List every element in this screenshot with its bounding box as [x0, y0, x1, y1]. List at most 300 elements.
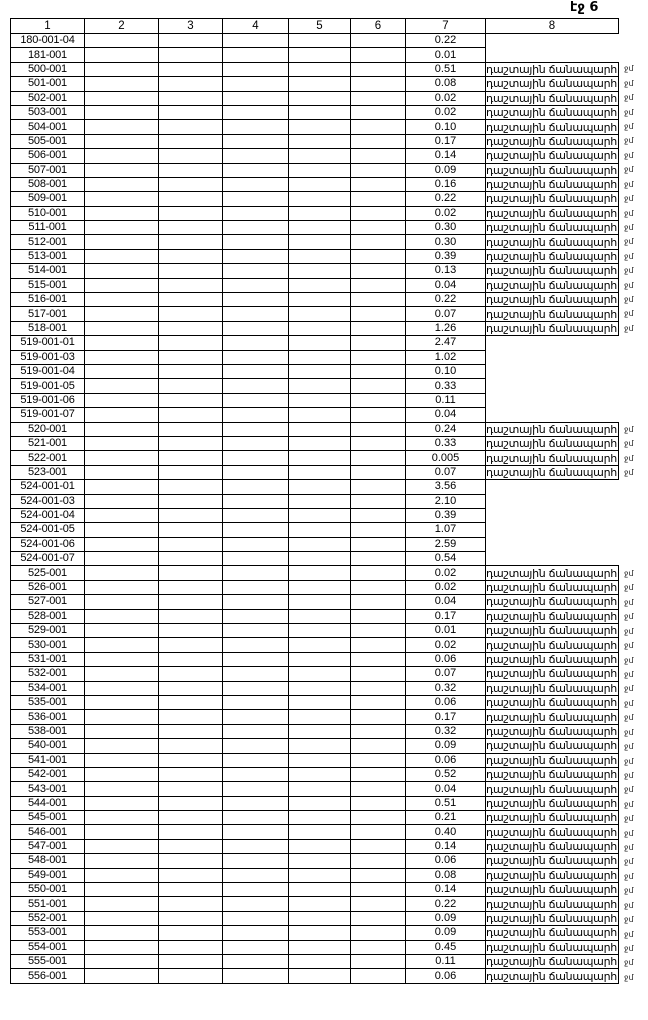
land-type-cell: դաշտային ճանապարհ	[486, 437, 617, 451]
empty-cell	[159, 638, 223, 652]
empty-cell	[289, 177, 351, 191]
parcel-code-cell: 552-001	[11, 911, 85, 925]
area-value-cell: 0.07	[406, 667, 486, 681]
area-value-cell: 2.10	[406, 494, 486, 508]
empty-cell	[351, 494, 406, 508]
area-value-cell: 0.06	[406, 695, 486, 709]
table-row	[11, 753, 619, 767]
margin-mark: ջմ	[624, 843, 634, 853]
margin-mark: ջմ	[624, 669, 634, 679]
empty-cell	[223, 436, 289, 450]
empty-cell	[351, 120, 406, 134]
empty-cell	[351, 62, 406, 76]
land-type-cell: դաշտային ճանապարհ	[486, 264, 617, 278]
parcel-code-cell: 523-001	[11, 465, 85, 479]
area-value-cell: 0.02	[406, 105, 486, 119]
empty-cell	[85, 451, 159, 465]
table-row	[11, 278, 619, 292]
empty-cell	[289, 350, 351, 364]
empty-cell	[85, 537, 159, 551]
empty-cell	[351, 293, 406, 307]
land-type-cell: դաշտային ճանապարհ	[486, 782, 617, 796]
land-type-cell: դաշտային ճանապարհ	[486, 724, 617, 738]
empty-cell	[223, 839, 289, 853]
empty-cell	[351, 897, 406, 911]
empty-cell	[85, 739, 159, 753]
empty-cell	[159, 681, 223, 695]
margin-mark: ջմ	[624, 107, 634, 117]
land-type-cell: դաշտային ճանապարհ	[486, 652, 617, 666]
margin-mark: ջմ	[624, 958, 634, 968]
empty-cell	[85, 854, 159, 868]
table-row	[11, 91, 619, 105]
table-row	[11, 235, 619, 249]
margin-mark: ջմ	[624, 280, 634, 290]
table-row	[11, 192, 619, 206]
table-row	[11, 336, 619, 350]
empty-cell	[223, 609, 289, 623]
land-type-cell: դաշտային ճանապարհ	[486, 163, 617, 177]
table-row	[11, 839, 619, 853]
table-row	[11, 681, 619, 695]
empty-cell	[289, 609, 351, 623]
land-type-cell	[486, 34, 619, 48]
empty-cell	[85, 336, 159, 350]
empty-cell	[223, 883, 289, 897]
empty-cell	[159, 868, 223, 882]
table-row	[11, 508, 619, 522]
area-value-cell: 0.16	[406, 177, 486, 191]
table-row	[11, 34, 619, 48]
empty-cell	[159, 264, 223, 278]
empty-cell	[289, 955, 351, 969]
empty-cell	[289, 695, 351, 709]
empty-cell	[159, 811, 223, 825]
empty-cell	[85, 62, 159, 76]
empty-cell	[223, 523, 289, 537]
empty-cell	[351, 523, 406, 537]
empty-cell	[159, 408, 223, 422]
margin-mark: ջմ	[624, 900, 634, 910]
empty-cell	[289, 940, 351, 954]
empty-cell	[85, 897, 159, 911]
empty-cell	[223, 508, 289, 522]
empty-cell	[159, 724, 223, 738]
table-row	[11, 552, 619, 566]
margin-mark: ջմ	[624, 698, 634, 708]
empty-cell	[85, 120, 159, 134]
parcel-code-cell: 512-001	[11, 235, 85, 249]
margin-mark: ջմ	[624, 453, 634, 463]
empty-cell	[223, 408, 289, 422]
land-type-cell: դաշտային ճանապարհ	[486, 221, 617, 235]
area-value-cell: 2.47	[406, 336, 486, 350]
area-value-cell: 0.14	[406, 839, 486, 853]
table-row	[11, 940, 619, 954]
parcel-code-cell: 524-001-04	[11, 508, 85, 522]
empty-cell	[223, 422, 289, 436]
column-number-header-row	[11, 19, 619, 34]
land-type-cell: դաշտային ճանապարհ	[486, 739, 617, 753]
area-value-cell: 0.17	[406, 710, 486, 724]
empty-cell	[159, 523, 223, 537]
empty-cell	[351, 379, 406, 393]
empty-cell	[351, 48, 406, 62]
empty-cell	[351, 782, 406, 796]
empty-cell	[223, 825, 289, 839]
empty-cell	[223, 307, 289, 321]
empty-cell	[289, 782, 351, 796]
parcel-code-cell: 555-001	[11, 955, 85, 969]
table-row	[11, 436, 619, 450]
parcel-code-cell: 528-001	[11, 609, 85, 623]
table-row	[11, 120, 619, 134]
empty-cell	[159, 293, 223, 307]
empty-cell	[289, 508, 351, 522]
area-value-cell: 0.02	[406, 206, 486, 220]
land-type-cell: դաշտային ճանապարհ	[486, 192, 617, 206]
empty-cell	[85, 767, 159, 781]
parcel-code-cell: 509-001	[11, 192, 85, 206]
empty-cell	[351, 753, 406, 767]
empty-cell	[159, 48, 223, 62]
empty-cell	[85, 177, 159, 191]
empty-cell	[159, 825, 223, 839]
parcel-code-cell: 516-001	[11, 293, 85, 307]
empty-cell	[85, 235, 159, 249]
area-value-cell: 0.11	[406, 393, 486, 407]
table-row	[11, 537, 619, 551]
empty-cell	[289, 105, 351, 119]
margin-mark: ջմ	[624, 237, 634, 247]
margin-mark: ջմ	[624, 78, 634, 88]
area-value-cell: 0.22	[406, 293, 486, 307]
empty-cell	[351, 868, 406, 882]
land-type-cell: դաշտային ճանապարհ	[486, 422, 617, 436]
empty-cell	[223, 897, 289, 911]
parcel-code-cell: 543-001	[11, 782, 85, 796]
land-type-cell: դաշտային ճանապարհ	[486, 566, 617, 580]
table-row	[11, 364, 619, 378]
table-row	[11, 149, 619, 163]
empty-cell	[159, 321, 223, 335]
table-row	[11, 206, 619, 220]
parcel-code-cell: 530-001	[11, 638, 85, 652]
empty-cell	[351, 911, 406, 925]
area-value-cell: 0.04	[406, 782, 486, 796]
margin-mark: ջմ	[624, 222, 634, 232]
empty-cell	[289, 91, 351, 105]
land-type-cell: դաշտային ճանապարհ	[486, 595, 617, 609]
empty-cell	[223, 177, 289, 191]
area-value-cell: 0.09	[406, 163, 486, 177]
area-value-cell: 0.39	[406, 249, 486, 263]
empty-cell	[223, 293, 289, 307]
empty-cell	[223, 105, 289, 119]
area-value-cell: 0.06	[406, 969, 486, 983]
empty-cell	[351, 451, 406, 465]
empty-cell	[289, 825, 351, 839]
table-row	[11, 854, 619, 868]
area-value-cell: 0.22	[406, 897, 486, 911]
empty-cell	[289, 494, 351, 508]
parcel-code-cell: 529-001	[11, 624, 85, 638]
empty-cell	[159, 465, 223, 479]
empty-cell	[351, 350, 406, 364]
empty-cell	[351, 192, 406, 206]
empty-cell	[159, 34, 223, 48]
empty-cell	[289, 206, 351, 220]
empty-cell	[223, 552, 289, 566]
table-row	[11, 408, 619, 422]
table-row	[11, 710, 619, 724]
parcel-code-cell: 514-001	[11, 264, 85, 278]
area-value-cell: 0.09	[406, 911, 486, 925]
area-value-cell: 0.04	[406, 408, 486, 422]
empty-cell	[351, 609, 406, 623]
land-type-cell: դաշտային ճանապարհ	[486, 969, 617, 983]
margin-mark: ջմ	[624, 64, 634, 74]
parcel-code-cell: 532-001	[11, 667, 85, 681]
land-type-cell: դաշտային ճանապարհ	[486, 250, 617, 264]
table-row	[11, 350, 619, 364]
area-value-cell: 0.51	[406, 62, 486, 76]
empty-cell	[289, 811, 351, 825]
column-header-8: 8	[486, 19, 619, 34]
margin-mark: ջմ	[624, 799, 634, 809]
empty-cell	[85, 321, 159, 335]
empty-cell	[159, 767, 223, 781]
empty-cell	[85, 105, 159, 119]
empty-cell	[85, 624, 159, 638]
empty-cell	[289, 883, 351, 897]
empty-cell	[289, 926, 351, 940]
empty-cell	[223, 192, 289, 206]
margin-mark: ջմ	[624, 439, 634, 449]
table-row	[11, 955, 619, 969]
empty-cell	[223, 163, 289, 177]
empty-cell	[223, 911, 289, 925]
parcel-code-cell: 542-001	[11, 767, 85, 781]
area-value-cell: 0.11	[406, 955, 486, 969]
area-value-cell: 0.09	[406, 739, 486, 753]
table-row	[11, 48, 619, 62]
area-value-cell: 0.07	[406, 307, 486, 321]
parcel-code-cell: 550-001	[11, 883, 85, 897]
margin-mark: ջմ	[624, 194, 634, 204]
empty-cell	[85, 566, 159, 580]
empty-cell	[289, 278, 351, 292]
empty-cell	[159, 120, 223, 134]
margin-mark: ջմ	[624, 309, 634, 319]
empty-cell	[85, 652, 159, 666]
margin-mark: ջմ	[624, 266, 634, 276]
empty-cell	[159, 854, 223, 868]
table-row	[11, 249, 619, 263]
margin-mark: ջմ	[624, 713, 634, 723]
land-type-cell: դաշտային ճանապարհ	[486, 178, 617, 192]
empty-cell	[159, 883, 223, 897]
empty-cell	[223, 278, 289, 292]
empty-cell	[289, 969, 351, 983]
empty-cell	[351, 839, 406, 853]
table-row	[11, 307, 619, 321]
margin-mark: ջմ	[624, 569, 634, 579]
area-value-cell: 0.30	[406, 235, 486, 249]
table-row	[11, 480, 619, 494]
empty-cell	[351, 364, 406, 378]
empty-cell	[85, 724, 159, 738]
empty-cell	[289, 710, 351, 724]
empty-cell	[85, 192, 159, 206]
margin-mark: ջմ	[624, 251, 634, 261]
empty-cell	[289, 149, 351, 163]
table-row	[11, 638, 619, 652]
table-row	[11, 825, 619, 839]
land-type-cell: դաշտային ճանապարհ	[486, 106, 617, 120]
empty-cell	[85, 77, 159, 91]
parcel-code-cell: 524-001-06	[11, 537, 85, 551]
empty-cell	[223, 595, 289, 609]
area-value-cell: 0.52	[406, 767, 486, 781]
parcel-code-cell: 527-001	[11, 595, 85, 609]
empty-cell	[351, 163, 406, 177]
empty-cell	[85, 379, 159, 393]
empty-cell	[85, 926, 159, 940]
empty-cell	[351, 134, 406, 148]
empty-cell	[289, 451, 351, 465]
empty-cell	[85, 839, 159, 853]
empty-cell	[351, 177, 406, 191]
empty-cell	[159, 91, 223, 105]
land-type-cell	[486, 408, 619, 422]
empty-cell	[85, 523, 159, 537]
empty-cell	[289, 77, 351, 91]
empty-cell	[159, 278, 223, 292]
empty-cell	[223, 681, 289, 695]
empty-cell	[223, 724, 289, 738]
empty-cell	[159, 134, 223, 148]
parcel-code-cell: 505-001	[11, 134, 85, 148]
land-type-cell: դաշտային ճանապարհ	[486, 120, 617, 134]
empty-cell	[85, 796, 159, 810]
parcel-code-cell: 502-001	[11, 91, 85, 105]
empty-cell	[85, 408, 159, 422]
empty-cell	[159, 796, 223, 810]
empty-cell	[223, 336, 289, 350]
empty-cell	[159, 667, 223, 681]
empty-cell	[351, 149, 406, 163]
land-type-cell	[486, 552, 619, 566]
parcel-code-cell: 517-001	[11, 307, 85, 321]
parcel-code-cell: 515-001	[11, 278, 85, 292]
area-value-cell: 0.07	[406, 465, 486, 479]
empty-cell	[223, 667, 289, 681]
parcel-code-cell: 541-001	[11, 753, 85, 767]
area-value-cell: 0.39	[406, 508, 486, 522]
area-value-cell: 0.04	[406, 595, 486, 609]
empty-cell	[351, 940, 406, 954]
parcel-code-cell: 181-001	[11, 48, 85, 62]
parcel-code-cell: 504-001	[11, 120, 85, 134]
empty-cell	[351, 91, 406, 105]
table-row	[11, 264, 619, 278]
empty-cell	[351, 480, 406, 494]
empty-cell	[159, 580, 223, 594]
parcel-code-cell: 538-001	[11, 724, 85, 738]
land-type-cell: դաշտային ճանապարհ	[486, 451, 617, 465]
margin-mark: ջմ	[624, 814, 634, 824]
area-value-cell: 0.10	[406, 364, 486, 378]
empty-cell	[159, 782, 223, 796]
empty-cell	[351, 739, 406, 753]
margin-mark: ջմ	[624, 208, 634, 218]
empty-cell	[351, 652, 406, 666]
land-type-cell	[486, 480, 619, 494]
parcel-code-cell: 519-001-04	[11, 364, 85, 378]
empty-cell	[289, 580, 351, 594]
empty-cell	[85, 552, 159, 566]
table-row	[11, 221, 619, 235]
parcel-code-cell: 510-001	[11, 206, 85, 220]
margin-mark: ջմ	[624, 468, 634, 478]
land-type-cell	[486, 48, 619, 62]
empty-cell	[351, 393, 406, 407]
empty-cell	[289, 638, 351, 652]
empty-cell	[289, 192, 351, 206]
area-value-cell: 0.06	[406, 854, 486, 868]
table-row	[11, 624, 619, 638]
empty-cell	[223, 134, 289, 148]
empty-cell	[289, 264, 351, 278]
empty-cell	[223, 494, 289, 508]
empty-cell	[85, 595, 159, 609]
empty-cell	[159, 393, 223, 407]
empty-cell	[85, 911, 159, 925]
empty-cell	[351, 825, 406, 839]
empty-cell	[289, 739, 351, 753]
land-type-cell: դաշտային ճանապարհ	[486, 897, 617, 911]
land-type-cell: դաշտային ճանապարհ	[486, 134, 617, 148]
land-type-cell: դաշտային ճանապարհ	[486, 278, 617, 292]
empty-cell	[289, 724, 351, 738]
empty-cell	[289, 465, 351, 479]
area-value-cell: 0.17	[406, 609, 486, 623]
empty-cell	[85, 480, 159, 494]
land-type-cell: դաշտային ճանապարհ	[486, 883, 617, 897]
area-value-cell: 0.02	[406, 638, 486, 652]
empty-cell	[351, 105, 406, 119]
table-row	[11, 969, 619, 983]
margin-mark: ջմ	[624, 655, 634, 665]
empty-cell	[351, 34, 406, 48]
area-value-cell: 0.33	[406, 379, 486, 393]
empty-cell	[159, 436, 223, 450]
margin-mark: ջմ	[624, 612, 634, 622]
land-type-cell	[486, 336, 619, 350]
empty-cell	[223, 120, 289, 134]
empty-cell	[351, 321, 406, 335]
area-value-cell: 1.02	[406, 350, 486, 364]
empty-cell	[85, 163, 159, 177]
empty-cell	[85, 364, 159, 378]
empty-cell	[223, 364, 289, 378]
empty-cell	[159, 77, 223, 91]
empty-cell	[223, 249, 289, 263]
margin-mark: ջմ	[624, 972, 634, 982]
area-value-cell: 0.08	[406, 868, 486, 882]
table-row	[11, 724, 619, 738]
